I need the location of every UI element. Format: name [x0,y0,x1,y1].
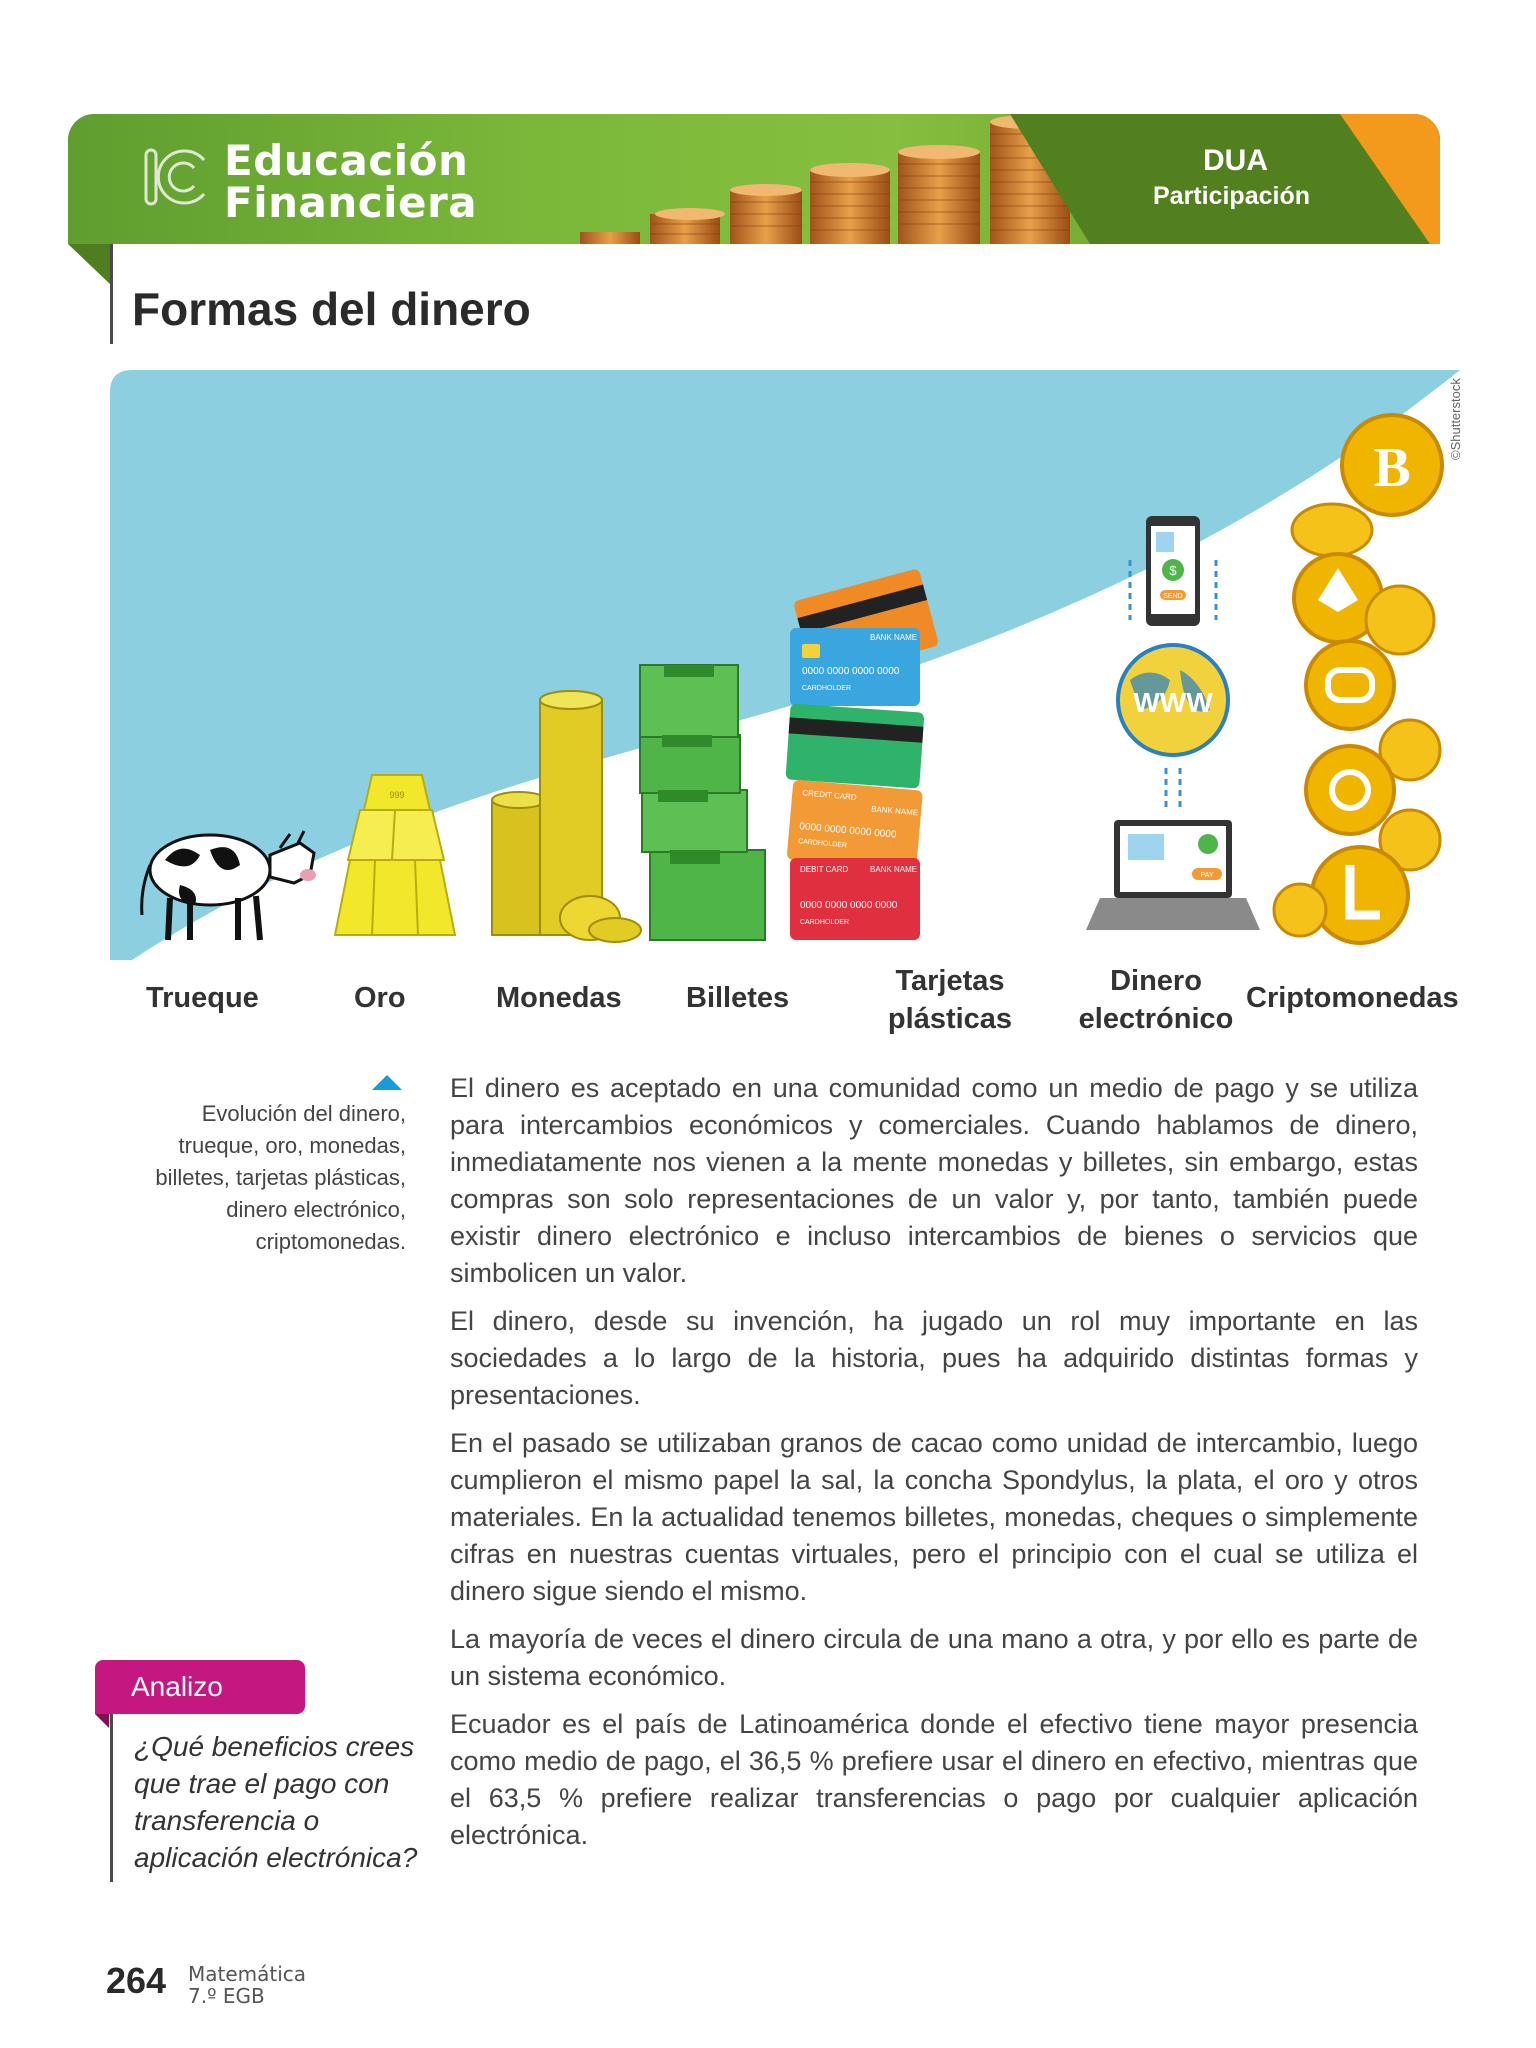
globe-www: WWW [1133,687,1213,718]
card-red-holder: CARDHOLDER [800,919,850,926]
card-blue-number: 0000 0000 0000 0000 [802,666,900,677]
analizo-label: Analizo [95,1660,305,1714]
analizo-question: ¿Qué beneficios crees que trae el pago con transferencia o aplicación electrónica? [134,1731,418,1873]
brand-line-2: Financiera [224,178,478,227]
label-dinero-line1: Dinero [1110,965,1202,997]
brand-line-1: Educación [224,136,469,185]
label-tarjetas [880,962,1020,1038]
label-tarjetas-line2: plásticas [887,1003,1013,1035]
label-billetes: Billetes [686,982,790,1014]
bitcoin-symbol: B [1373,437,1411,499]
label-dinero-line2: electrónico [1078,1003,1234,1035]
gold-stamp: 999 [389,790,405,800]
paragraph-4: La mayoría de veces el dinero circula de una mano a otra, y por ello es parte de un sistema económico. [450,1624,1418,1691]
image-credit: ©Shutterstock [1448,378,1463,460]
card-blue-bank: BANK NAME [870,633,918,642]
card-red-number: 0000 0000 0000 0000 [800,900,898,911]
phone-dollar: $ [1169,563,1177,578]
title-side-rule [110,244,113,344]
label-tarjetas-line1: Tarjetas [895,965,1005,997]
laptop-pay: PAY [1200,872,1214,879]
phone-send: SEND [1163,593,1183,600]
ic-logo [142,142,208,212]
label-dinero-electronico [1076,962,1236,1038]
cryptocurrency-coins-icon [1274,415,1442,943]
dua-title: DUA [1203,144,1268,177]
body-text [450,1070,1418,1865]
label-oro: Oro [354,982,406,1014]
page-number: 264 [106,1960,167,2001]
card-blue-holder: CARDHOLDER [802,685,852,692]
figure-caption: Evolución del dinero, trueque, oro, monedas, billetes, tarjetas plásticas, dinero electrónico, criptomonedas. [155,1101,406,1254]
paragraph-5: Ecuador es el país de Latinoamérica donde el efectivo tiene mayor presencia como medio de pago, el 36,5 % prefiere usar el dinero en efectivo, mientras que el 63,5 % prefiere realizar transferencias o pago por cualquier aplicación electrónica. [450,1709,1418,1850]
header-banner [68,114,1440,244]
money-evolution-illustration [110,370,1460,970]
analizo-side-rule [110,1714,113,1882]
label-monedas: Monedas [496,982,622,1014]
paragraph-2: El dinero, desde su invención, ha jugado un rol muy importante en las sociedades a lo largo de la historia, pues ha adquirido distintas formas y presentaciones. [450,1306,1418,1410]
analizo-fold [95,1714,109,1728]
card-orange-number: 0000 0000 0000 0000 [798,821,897,841]
label-trueque: Trueque [146,982,259,1014]
card-red-type: DEBIT CARD [800,865,849,874]
caption-arrow-icon [372,1075,402,1090]
paragraph-3: En el pasado se utilizaban granos de cacao como unidad de intercambio, luego cumplieron el mismo papel la sal, la concha Spondylus, la plata, el oro y otros materiales. En la actualidad tenemos billetes, monedas, cheques o simplemente cifras en nuestras cuentas virtuales, pero el principio con el cual se utiliza el dinero sigue siendo el mismo. [450,1428,1418,1606]
plastic-cards-icon [785,568,939,940]
card-red-bank: BANK NAME [870,865,918,874]
cow-icon [142,831,316,940]
footer-subject [188,1963,306,2007]
banner-fold [68,244,112,286]
label-criptomonedas: Criptomonedas [1246,982,1459,1014]
card-orange-bank: BANK NAME [870,804,919,818]
card-orange-holder: CARDHOLDER [797,838,848,850]
footer-grade: 7.º EGB [188,1984,265,2008]
footer-subject-name: Matemática [188,1962,307,1986]
paragraph-1: El dinero es aceptado en una comunidad como un medio de pago y se utiliza para intercambios económicos y comerciales. Cuando hablamos de dinero, inmediatamente nos vienen a la mente monedas y billetes, sin embargo, estas compras son solo representaciones de un valor y, por tanto, también puede existir dinero electrónico e incluso intercambios de bienes o servicios que simbolicen un valor. [450,1073,1418,1288]
dua-subtitle: Participación [1153,182,1310,210]
card-orange-type: CREDIT CARD [801,788,858,803]
page-title: Formas del dinero [132,283,531,335]
